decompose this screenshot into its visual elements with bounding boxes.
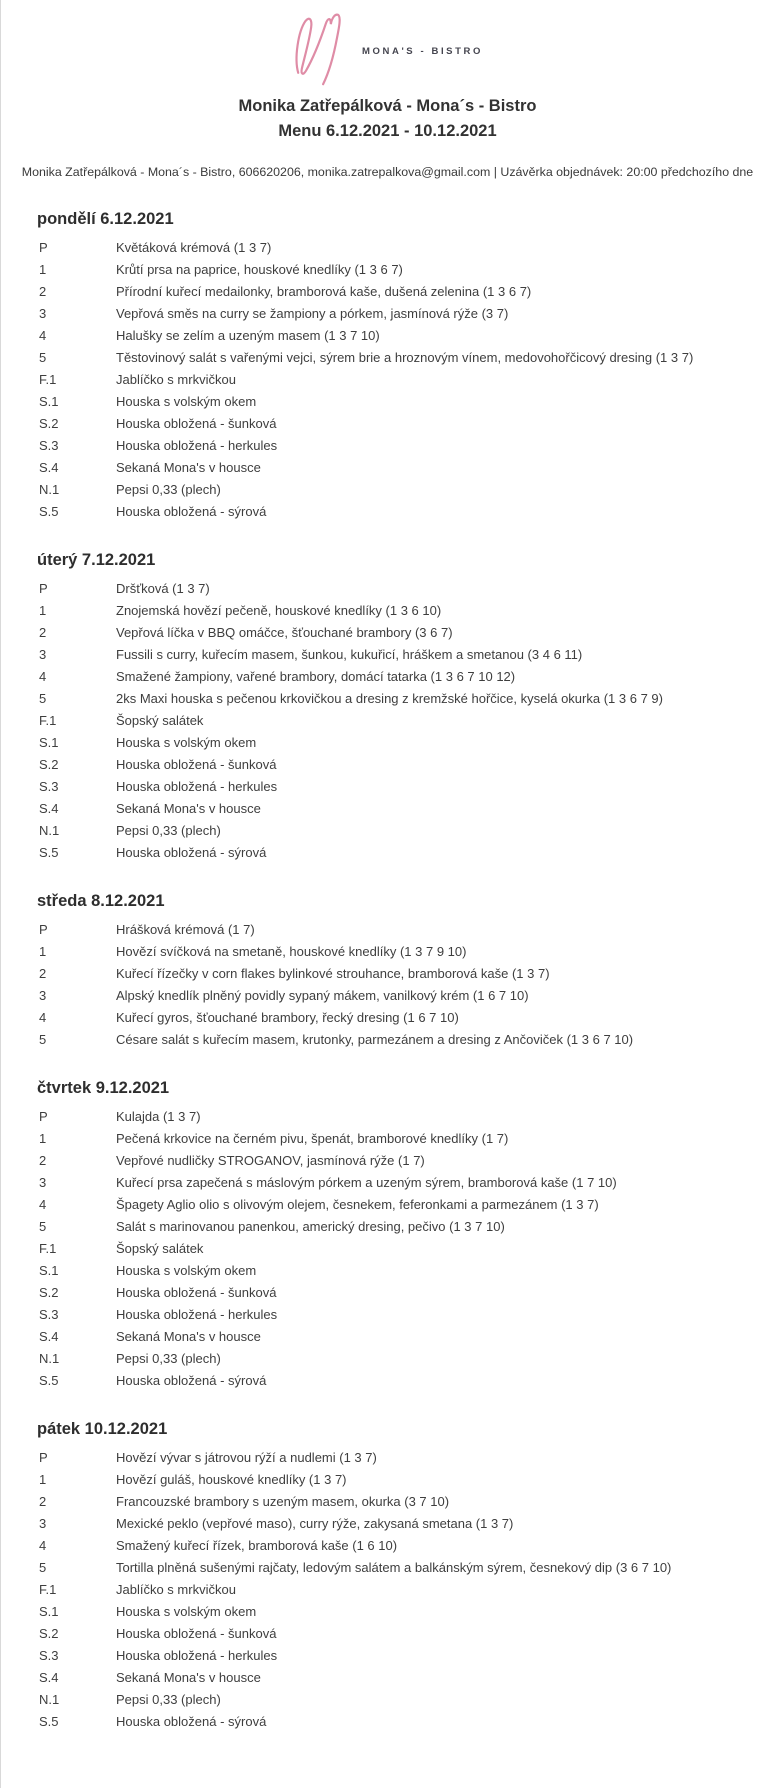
- day-heading: čtvrtek 9.12.2021: [37, 1079, 170, 1097]
- menu-item-code: 5: [39, 1032, 47, 1047]
- menu-item-row: [1, 1106, 774, 1128]
- day-heading: pondělí 6.12.2021: [37, 210, 174, 228]
- menu-item-row: [1, 754, 774, 776]
- menu-item-text: Květáková krémová (1 3 7): [116, 240, 272, 255]
- menu-item-text: Houska s volským okem: [116, 1263, 257, 1278]
- day-section: [1, 1417, 774, 1733]
- menu-item-code: 5: [39, 691, 47, 706]
- menu-item-row: [1, 919, 774, 941]
- menu-item-code: S.2: [39, 1285, 59, 1300]
- menu-item-row: [1, 1491, 774, 1513]
- menu-item-text: Salát s marinovanou panenkou, americký dresing, pečivo (1 3 7 10): [116, 1219, 505, 1234]
- page-title: Monika Zatřepálková - Mona´s - Bistro: [238, 97, 537, 115]
- menu-item-text: Šopský salátek: [116, 1241, 204, 1256]
- menu-item-row: [1, 798, 774, 820]
- menu-item-code: N.1: [39, 482, 60, 497]
- menu-item-code: 1: [39, 1472, 47, 1487]
- menu-item-code: 1: [39, 262, 47, 277]
- title-block: [1, 94, 774, 144]
- menu-item-code: 4: [39, 1197, 47, 1212]
- menu-item-text: Pepsi 0,33 (plech): [116, 1692, 221, 1707]
- menu-item-code: 3: [39, 647, 47, 662]
- menu-item-text: Špagety Aglio olio s olivovým olejem, česnekem, feferonkami a parmezánem (1 3 7): [116, 1197, 599, 1212]
- menu-item-code: S.2: [39, 757, 59, 772]
- menu-item-row: [1, 1667, 774, 1689]
- menu-item-row: [1, 985, 774, 1007]
- menu-item-code: 4: [39, 1010, 47, 1025]
- menu-item-row: [1, 1216, 774, 1238]
- menu-item-text: Hovězí guláš, houskové knedlíky (1 3 7): [116, 1472, 347, 1487]
- menu-item-code: S.4: [39, 460, 59, 475]
- menu-item-text: Houska obložená - šunková: [116, 416, 277, 431]
- menu-item-code: 4: [39, 328, 47, 343]
- menu-item-text: Přírodní kuřecí medailonky, bramborová kaše, dušená zelenina (1 3 6 7): [116, 284, 532, 299]
- menu-item-row: [1, 237, 774, 259]
- page-header: [1, 0, 774, 180]
- menu-item-code: S.3: [39, 779, 59, 794]
- menu-item-code: S.2: [39, 1626, 59, 1641]
- day-items: [1, 1106, 774, 1392]
- menu-item-code: P: [39, 922, 48, 937]
- menu-item-row: [1, 1645, 774, 1667]
- menu-item-row: [1, 1557, 774, 1579]
- menu-item-row: [1, 1623, 774, 1645]
- menu-item-row: [1, 776, 774, 798]
- menu-item-text: Hovězí vývar s játrovou rýží a nudlemi (1 3 7): [116, 1450, 377, 1465]
- menu-item-text: Pečená krkovice na černém pivu, špenát, bramborové knedlíky (1 7): [116, 1131, 509, 1146]
- menu-item-text: Houska obložená - herkules: [116, 438, 278, 453]
- menu-item-code: S.1: [39, 394, 59, 409]
- menu-item-code: F.1: [39, 1241, 57, 1256]
- menu-item-code: S.3: [39, 1307, 59, 1322]
- menu-item-text: Halušky se zelím a uzeným masem (1 3 7 10): [116, 328, 380, 343]
- menu-item-code: P: [39, 1109, 48, 1124]
- menu-item-row: [1, 1128, 774, 1150]
- menu-item-code: S.3: [39, 1648, 59, 1663]
- menu-item-text: Pepsi 0,33 (plech): [116, 482, 221, 497]
- menu-item-row: [1, 391, 774, 413]
- menu-item-code: 3: [39, 988, 47, 1003]
- contact-line: Monika Zatřepálková - Mona´s - Bistro, 606620206, monika.zatrepalkova@gmail.com | Uzávěrka objednávek: 20:00 předchozího dne: [21, 165, 754, 179]
- menu-item-text: Pepsi 0,33 (plech): [116, 823, 221, 838]
- menu-item-row: [1, 369, 774, 391]
- menu-item-text: Houska obložená - herkules: [116, 1307, 278, 1322]
- menu-item-code: 5: [39, 1219, 47, 1234]
- menu-item-text: Sekaná Mona's v housce: [116, 1329, 261, 1344]
- day-items: [1, 919, 774, 1051]
- menu-item-row: [1, 1689, 774, 1711]
- handwritten-m-icon: [292, 11, 350, 87]
- menu-item-text: Mexické peklo (vepřové maso), curry rýže, zakysaná smetana (1 3 7): [116, 1516, 514, 1531]
- menu-item-code: N.1: [39, 1692, 60, 1707]
- menu-item-text: Francouzské brambory s uzeným masem, okurka (3 7 10): [116, 1494, 450, 1509]
- menu-item-row: [1, 1348, 774, 1370]
- menu-item-code: S.4: [39, 1329, 59, 1344]
- menu-item-text: Sekaná Mona's v housce: [116, 1670, 261, 1685]
- menu-item-code: S.4: [39, 801, 59, 816]
- menu-item-text: Houska obložená - sýrová: [116, 1373, 267, 1388]
- menu-item-code: S.1: [39, 1263, 59, 1278]
- menu-item-row: [1, 347, 774, 369]
- menu-item-code: 5: [39, 350, 47, 365]
- logo: [1, 8, 774, 90]
- menu-item-row: [1, 1029, 774, 1051]
- menu-item-code: S.1: [39, 735, 59, 750]
- menu-item-code: S.5: [39, 504, 59, 519]
- menu-item-row: [1, 281, 774, 303]
- menu-item-row: [1, 457, 774, 479]
- menu-item-row: [1, 666, 774, 688]
- menu-item-row: [1, 413, 774, 435]
- menu-item-text: Vepřová směs na curry se žampiony a pórkem, jasmínová rýže (3 7): [116, 306, 509, 321]
- menu-item-code: 5: [39, 1560, 47, 1575]
- menu-item-text: Krůtí prsa na paprice, houskové knedlíky (1 3 6 7): [116, 262, 403, 277]
- menu-item-row: [1, 1172, 774, 1194]
- menu-item-text: Houska obložená - herkules: [116, 779, 278, 794]
- logo-text: MONA'S - BISTRO: [362, 45, 483, 57]
- menu-item-row: [1, 1513, 774, 1535]
- menu-item-row: [1, 688, 774, 710]
- day-section: [1, 207, 774, 523]
- day-section: [1, 548, 774, 864]
- menu-item-text: Houska obložená - herkules: [116, 1648, 278, 1663]
- menu-item-code: 2: [39, 284, 47, 299]
- menu-item-text: Houska obložená - šunková: [116, 1285, 277, 1300]
- menu-item-code: 4: [39, 669, 47, 684]
- menu-item-row: [1, 1711, 774, 1733]
- menu-item-code: 2: [39, 1494, 47, 1509]
- day-heading: středa 8.12.2021: [37, 892, 165, 910]
- menu-item-text: Houska obložená - sýrová: [116, 504, 267, 519]
- menu-item-text: Houska s volským okem: [116, 1604, 257, 1619]
- menu-item-text: Houska obložená - sýrová: [116, 845, 267, 860]
- menu-item-row: [1, 1194, 774, 1216]
- menu-item-text: Kuřecí gyros, šťouchané brambory, řecký dresing (1 6 7 10): [116, 1010, 459, 1025]
- menu-item-code: S.5: [39, 1714, 59, 1729]
- menu-item-row: [1, 644, 774, 666]
- menu-item-code: 1: [39, 603, 47, 618]
- menu-item-text: Znojemská hovězí pečeně, houskové knedlíky (1 3 6 10): [116, 603, 442, 618]
- day-section: [1, 1076, 774, 1392]
- menu-item-text: Houska obložená - šunková: [116, 757, 277, 772]
- menu-item-row: [1, 941, 774, 963]
- day-heading: úterý 7.12.2021: [37, 551, 156, 569]
- menu-item-text: Vepřové nudličky STROGANOV, jasmínová rýže (1 7): [116, 1153, 425, 1168]
- menu-item-code: 3: [39, 1175, 47, 1190]
- menu-item-row: [1, 1150, 774, 1172]
- menu-item-text: Sekaná Mona's v housce: [116, 801, 261, 816]
- menu-item-text: Smažené žampiony, vařené brambory, domácí tatarka (1 3 6 7 10 12): [116, 669, 516, 684]
- menu-item-code: 2: [39, 966, 47, 981]
- menu-item-code: 3: [39, 306, 47, 321]
- menu-item-code: S.1: [39, 1604, 59, 1619]
- menu-item-row: [1, 1447, 774, 1469]
- menu-item-text: Césare salát s kuřecím masem, krutonky, parmezánem a dresing z Ančoviček (1 3 6 7 10): [116, 1032, 634, 1047]
- menu-item-row: [1, 325, 774, 347]
- menu-item-row: [1, 1579, 774, 1601]
- day-items: [1, 578, 774, 864]
- menu-item-text: 2ks Maxi houska s pečenou krkovičkou a dresing z kremžské hořčice, kyselá okurka (1 3 6 7 9): [116, 691, 663, 706]
- menu-item-text: Houska s volským okem: [116, 394, 257, 409]
- menu-item-text: Houska obložená - sýrová: [116, 1714, 267, 1729]
- menu-item-code: 2: [39, 1153, 47, 1168]
- menu-item-code: 2: [39, 625, 47, 640]
- menu-item-code: F.1: [39, 372, 57, 387]
- menu-item-code: F.1: [39, 1582, 57, 1597]
- menu-item-code: S.2: [39, 416, 59, 431]
- menu-item-code: S.4: [39, 1670, 59, 1685]
- menu-item-code: P: [39, 581, 48, 596]
- menu-item-text: Sekaná Mona's v housce: [116, 460, 261, 475]
- menu-item-row: [1, 1326, 774, 1348]
- menu-item-text: Těstovinový salát s vařenými vejci, sýrem brie a hroznovým vínem, medovohořčicový dresing (1 3 7): [116, 350, 694, 365]
- menu-item-row: [1, 1304, 774, 1326]
- menu-item-text: Houska obložená - šunková: [116, 1626, 277, 1641]
- menu-item-row: [1, 842, 774, 864]
- menu-item-row: [1, 479, 774, 501]
- day-items: [1, 1447, 774, 1733]
- menu-item-text: Vepřová líčka v BBQ omáčce, šťouchané brambory (3 6 7): [116, 625, 453, 640]
- page-subtitle: Menu 6.12.2021 - 10.12.2021: [278, 122, 497, 140]
- menu-item-row: [1, 963, 774, 985]
- menu-item-row: [1, 1282, 774, 1304]
- menu-item-code: N.1: [39, 823, 60, 838]
- menu-item-text: Dršťková (1 3 7): [116, 581, 210, 596]
- day-section: [1, 889, 774, 1051]
- menu-days: [1, 207, 774, 1788]
- menu-item-row: [1, 501, 774, 523]
- menu-item-row: [1, 1535, 774, 1557]
- menu-item-text: Fussili s curry, kuřecím masem, šunkou, kukuřicí, hráškem a smetanou (3 4 6 11): [116, 647, 583, 662]
- menu-item-text: Kulajda (1 3 7): [116, 1109, 201, 1124]
- menu-item-row: [1, 1370, 774, 1392]
- menu-item-code: S.3: [39, 438, 59, 453]
- menu-item-text: Pepsi 0,33 (plech): [116, 1351, 221, 1366]
- menu-item-code: P: [39, 240, 48, 255]
- menu-item-text: Jablíčko s mrkvičkou: [116, 1582, 236, 1597]
- menu-item-code: S.5: [39, 1373, 59, 1388]
- menu-item-code: F.1: [39, 713, 57, 728]
- menu-item-code: S.5: [39, 845, 59, 860]
- menu-item-row: [1, 1469, 774, 1491]
- menu-item-text: Houska s volským okem: [116, 735, 257, 750]
- day-heading: pátek 10.12.2021: [37, 1420, 168, 1438]
- menu-item-row: [1, 1007, 774, 1029]
- menu-item-row: [1, 1238, 774, 1260]
- menu-item-text: Kuřecí řízečky v corn flakes bylinkové strouhance, bramborová kaše (1 3 7): [116, 966, 550, 981]
- menu-item-code: 4: [39, 1538, 47, 1553]
- menu-item-text: Šopský salátek: [116, 713, 204, 728]
- day-items: [1, 237, 774, 523]
- menu-item-row: [1, 622, 774, 644]
- menu-item-text: Jablíčko s mrkvičkou: [116, 372, 236, 387]
- menu-item-code: 1: [39, 1131, 47, 1146]
- menu-item-row: [1, 600, 774, 622]
- menu-item-text: Hovězí svíčková na smetaně, houskové knedlíky (1 3 7 9 10): [116, 944, 467, 959]
- menu-item-text: Smažený kuřecí řízek, bramborová kaše (1 6 10): [116, 1538, 398, 1553]
- menu-item-code: 1: [39, 944, 47, 959]
- menu-item-row: [1, 435, 774, 457]
- menu-item-row: [1, 578, 774, 600]
- menu-item-code: 3: [39, 1516, 47, 1531]
- menu-item-text: Kuřecí prsa zapečená s máslovým pórkem a uzeným sýrem, bramborová kaše (1 7 10): [116, 1175, 617, 1190]
- menu-item-row: [1, 732, 774, 754]
- menu-item-row: [1, 1601, 774, 1623]
- menu-item-text: Tortilla plněná sušenými rajčaty, ledovým salátem a balkánským sýrem, česnekový dip (3 6 7 10): [116, 1560, 672, 1575]
- menu-item-row: [1, 710, 774, 732]
- menu-item-row: [1, 820, 774, 842]
- menu-item-text: Alpský knedlík plněný povidly sypaný mákem, vanilkový krém (1 6 7 10): [116, 988, 529, 1003]
- menu-item-code: P: [39, 1450, 48, 1465]
- menu-item-code: N.1: [39, 1351, 60, 1366]
- menu-item-row: [1, 1260, 774, 1282]
- menu-item-row: [1, 303, 774, 325]
- menu-item-text: Hrášková krémová (1 7): [116, 922, 255, 937]
- menu-item-row: [1, 259, 774, 281]
